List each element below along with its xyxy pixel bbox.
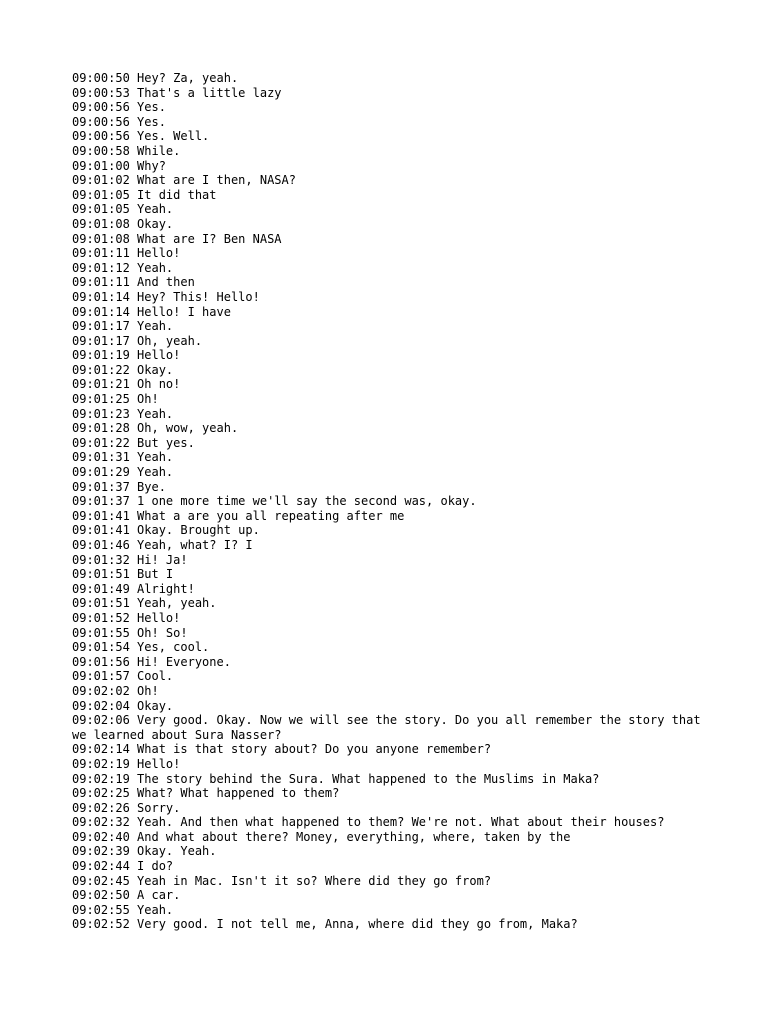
timestamp: 09:01:22 <box>72 435 130 450</box>
timestamp: 09:01:11 <box>72 275 130 290</box>
utterance-text: Alright! <box>137 581 195 596</box>
utterance-text: Hey? This! Hello! <box>137 289 260 304</box>
timestamp: 09:02:26 <box>72 800 130 815</box>
timestamp: 09:02:32 <box>72 815 130 830</box>
transcript-line <box>72 626 702 641</box>
utterance-text: But yes. <box>137 435 195 450</box>
timestamp: 09:01:02 <box>72 173 130 188</box>
timestamp: 09:02:02 <box>72 683 130 698</box>
transcript-line <box>72 538 702 553</box>
utterance-text: Oh! <box>137 683 159 698</box>
timestamp: 09:02:39 <box>72 844 130 859</box>
utterance-text: Very good. Okay. Now we will see the story. Do you all remember the story that we learned about Sura Nasser? <box>72 713 708 742</box>
transcript-line <box>72 421 702 436</box>
timestamp: 09:01:17 <box>72 333 130 348</box>
transcript-line <box>72 232 702 247</box>
utterance-text: Hello! <box>137 610 181 625</box>
timestamp: 09:00:58 <box>72 143 130 158</box>
utterance-text: But I <box>137 567 174 582</box>
transcript-line <box>72 129 702 144</box>
timestamp: 09:01:41 <box>72 508 130 523</box>
utterance-text: Hello! <box>137 348 181 363</box>
utterance-text: What? What happened to them? <box>137 786 340 801</box>
utterance-text: Why? <box>137 158 166 173</box>
utterance-text: A car. <box>137 888 181 903</box>
utterance-text: Yeah. <box>137 319 174 334</box>
timestamp: 09:01:28 <box>72 421 130 436</box>
timestamp: 09:01:17 <box>72 319 130 334</box>
timestamp: 09:01:21 <box>72 377 130 392</box>
utterance-text: And then <box>137 275 195 290</box>
transcript-line <box>72 917 702 932</box>
transcript-line <box>72 611 702 626</box>
transcript-line <box>72 903 702 918</box>
timestamp: 09:01:29 <box>72 465 130 480</box>
timestamp: 09:01:22 <box>72 362 130 377</box>
utterance-text: Yes, cool. <box>137 640 210 655</box>
transcript-line <box>72 334 702 349</box>
transcript-line <box>72 772 702 787</box>
utterance-text: Yeah. <box>137 450 174 465</box>
timestamp: 09:01:05 <box>72 202 130 217</box>
timestamp: 09:01:46 <box>72 538 130 552</box>
utterance-text: Oh, wow, yeah. <box>137 421 239 436</box>
transcript-line <box>72 830 702 845</box>
transcript-line <box>72 582 702 597</box>
transcript-line <box>72 436 702 451</box>
utterance-text: It did that <box>137 187 217 202</box>
transcript-line <box>72 640 702 655</box>
timestamp: 09:00:50 <box>72 71 130 85</box>
utterance-text: Oh! <box>137 392 159 407</box>
transcript-line <box>72 786 702 801</box>
utterance-text: Yeah. <box>137 202 174 217</box>
transcript-line <box>72 553 702 568</box>
transcript-line <box>72 217 702 232</box>
utterance-text: Yeah in Mac. Isn't it so? Where did they go from? <box>137 873 492 888</box>
timestamp: 09:01:32 <box>72 552 130 567</box>
utterance-text: Yeah, what? I? I <box>137 538 253 552</box>
utterance-text: 1 one more time we'll say the second was, okay. <box>137 494 477 509</box>
transcript-line <box>72 290 702 305</box>
transcript <box>72 71 708 932</box>
utterance-text: While. <box>137 143 181 158</box>
timestamp: 09:01:00 <box>72 158 130 173</box>
transcript-line <box>72 523 702 538</box>
timestamp: 09:02:52 <box>72 917 130 932</box>
timestamp: 09:00:56 <box>72 114 130 129</box>
transcript-line <box>72 757 702 772</box>
transcript-line <box>72 115 702 130</box>
timestamp: 09:01:31 <box>72 450 130 465</box>
timestamp: 09:01:51 <box>72 567 130 582</box>
utterance-text: Very good. I not tell me, Anna, where did they go from, Maka? <box>137 917 578 932</box>
timestamp: 09:02:44 <box>72 859 130 874</box>
transcript-line <box>72 815 702 830</box>
utterance-text: Yeah. <box>137 260 174 275</box>
timestamp: 09:01:08 <box>72 216 130 231</box>
utterance-text: What are I? Ben NASA <box>137 231 282 246</box>
timestamp: 09:00:53 <box>72 85 130 100</box>
transcript-line <box>72 874 702 889</box>
timestamp: 09:00:56 <box>72 100 130 115</box>
timestamp: 09:01:08 <box>72 231 130 246</box>
utterance-text: Bye. <box>137 479 166 494</box>
transcript-line <box>72 246 702 261</box>
transcript-line <box>72 392 702 407</box>
utterance-text: Hi! Everyone. <box>137 654 231 669</box>
timestamp: 09:01:14 <box>72 304 130 319</box>
transcript-line <box>72 450 702 465</box>
utterance-text: What is that story about? Do you anyone remember? <box>137 742 492 757</box>
transcript-line <box>72 202 702 217</box>
timestamp: 09:02:14 <box>72 742 130 757</box>
transcript-line <box>72 801 702 816</box>
transcript-line <box>72 275 702 290</box>
transcript-line <box>72 494 702 509</box>
timestamp: 09:01:25 <box>72 392 130 407</box>
transcript-line <box>72 742 702 757</box>
utterance-text: Hi! Ja! <box>137 552 188 567</box>
utterance-text: Oh! So! <box>137 625 188 640</box>
timestamp: 09:01:19 <box>72 348 130 363</box>
transcript-line <box>72 888 702 903</box>
transcript-line <box>72 144 702 159</box>
timestamp: 09:02:45 <box>72 873 130 888</box>
transcript-line <box>72 596 702 611</box>
timestamp: 09:01:55 <box>72 625 130 640</box>
transcript-line <box>72 480 702 495</box>
transcript-line <box>72 86 702 101</box>
utterance-text: Hey? Za, yeah. <box>137 71 239 85</box>
transcript-line <box>72 844 702 859</box>
timestamp: 09:01:41 <box>72 523 130 538</box>
transcript-line <box>72 859 702 874</box>
transcript-line <box>72 71 702 86</box>
timestamp: 09:01:14 <box>72 289 130 304</box>
timestamp: 09:01:56 <box>72 654 130 669</box>
transcript-line <box>72 567 702 582</box>
transcript-line <box>72 377 702 392</box>
utterance-text: The story behind the Sura. What happened to the Muslims in Maka? <box>137 771 600 786</box>
utterance-text: And what about there? Money, everything, where, taken by the <box>137 829 571 844</box>
transcript-line <box>72 305 702 320</box>
transcript-line <box>72 261 702 276</box>
timestamp: 09:01:51 <box>72 596 130 611</box>
utterance-text: Hello! I have <box>137 304 231 319</box>
timestamp: 09:02:19 <box>72 771 130 786</box>
transcript-line <box>72 363 702 378</box>
timestamp: 09:01:05 <box>72 187 130 202</box>
timestamp: 09:02:55 <box>72 902 130 917</box>
utterance-text: That's a little lazy <box>137 85 282 100</box>
timestamp: 09:01:12 <box>72 260 130 275</box>
timestamp: 09:02:50 <box>72 888 130 903</box>
utterance-text: Yeah. And then what happened to them? We're not. What about their houses? <box>137 815 665 830</box>
transcript-line <box>72 159 702 174</box>
utterance-text: Okay. <box>137 698 174 713</box>
utterance-text: Hello! <box>137 246 181 261</box>
timestamp: 09:01:37 <box>72 479 130 494</box>
timestamp: 09:02:40 <box>72 829 130 844</box>
utterance-text: Hello! <box>137 756 181 771</box>
timestamp: 09:01:57 <box>72 669 130 684</box>
timestamp: 09:00:56 <box>72 129 130 144</box>
utterance-text: Okay. Yeah. <box>137 844 217 859</box>
utterance-text: Yes. Well. <box>137 129 210 144</box>
utterance-text: What are I then, NASA? <box>137 173 296 188</box>
timestamp: 09:01:23 <box>72 406 130 421</box>
transcript-line <box>72 319 702 334</box>
utterance-text: Cool. <box>137 669 174 684</box>
utterance-text: Okay. <box>137 216 174 231</box>
timestamp: 09:01:49 <box>72 581 130 596</box>
utterance-text: Yeah. <box>137 465 174 480</box>
timestamp: 09:02:04 <box>72 698 130 713</box>
utterance-text: Okay. <box>137 362 174 377</box>
transcript-line <box>72 348 702 363</box>
transcript-line <box>72 100 702 115</box>
timestamp: 09:02:19 <box>72 756 130 771</box>
utterance-text: Yeah. <box>137 902 174 917</box>
utterance-text: Sorry. <box>137 800 181 815</box>
transcript-line <box>72 465 702 480</box>
timestamp: 09:01:52 <box>72 610 130 625</box>
transcript-line <box>72 407 702 422</box>
utterance-text: Yes. <box>137 114 166 129</box>
timestamp: 09:01:37 <box>72 494 130 509</box>
utterance-text: Okay. Brought up. <box>137 523 260 538</box>
timestamp: 09:02:25 <box>72 786 130 801</box>
timestamp: 09:01:11 <box>72 246 130 261</box>
transcript-line <box>72 684 702 699</box>
utterance-text: I do? <box>137 859 174 874</box>
utterance-text: Yeah, yeah. <box>137 596 217 611</box>
transcript-line <box>72 509 702 524</box>
utterance-text: Yes. <box>137 100 166 115</box>
transcript-line <box>72 713 708 742</box>
transcript-line <box>72 173 702 188</box>
timestamp: 09:02:06 <box>72 713 130 728</box>
utterance-text: Oh, yeah. <box>137 333 203 348</box>
timestamp: 09:01:54 <box>72 640 130 655</box>
transcript-line <box>72 669 702 684</box>
utterance-text: What a are you all repeating after me <box>137 508 405 523</box>
transcript-line <box>72 699 702 714</box>
utterance-text: Yeah. <box>137 406 174 421</box>
transcript-line <box>72 188 702 203</box>
utterance-text: Oh no! <box>137 377 181 392</box>
transcript-line <box>72 655 702 670</box>
